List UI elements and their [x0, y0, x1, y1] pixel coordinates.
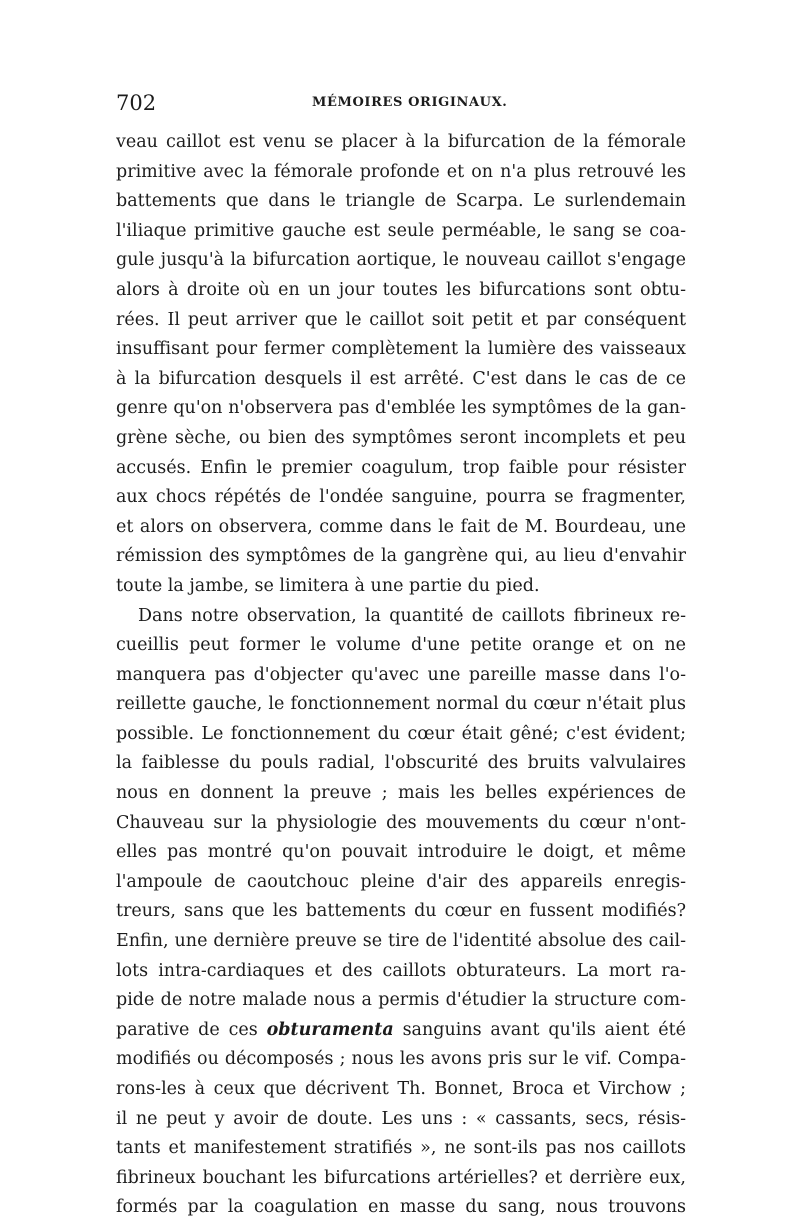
text-line: cueillis peut former le volume d'une petite orange et on ne — [116, 635, 686, 656]
text-line: rémission des symptômes de la gangrène qui, au lieu d'envahir — [116, 546, 686, 567]
text-line: insuffisant pour fermer complètement la lumière des vaisseaux — [116, 339, 686, 360]
page-header — [116, 90, 686, 116]
text-line: à la bifurcation desquels il est arrêté. C'est dans le cas de ce — [116, 368, 686, 389]
text-line-with-italic — [116, 1016, 686, 1046]
paragraph-start-line: Dans notre observation, la quantité de caillots fibrineux re- — [138, 605, 686, 626]
text-line: et alors on observera, comme dans le fait de M. Bourdeau, une — [116, 516, 686, 537]
text-line: il ne peut y avoir de doute. Les uns : « cassants, secs, résis- — [116, 1108, 686, 1129]
text-line: Chauveau sur la physiologie des mouvements du cœur n'ont- — [116, 812, 686, 833]
text-line: pide de notre malade nous a permis d'étudier la structure com- — [116, 990, 686, 1011]
line-segment: parative de ces — [116, 1019, 258, 1040]
text-line: alors à droite où en un jour toutes les bifurcations sont obtu- — [116, 279, 686, 300]
text-line: lots intra-cardiaques et des caillots obturateurs. La mort ra- — [116, 960, 686, 981]
text-line: rées. Il peut arriver que le caillot soit petit et par conséquent — [116, 309, 686, 330]
text-line: genre qu'on n'observera pas d'emblée les symptômes de la gan- — [116, 398, 686, 419]
text-line: manquera pas d'objecter qu'avec une pareille masse dans l'o- — [116, 664, 686, 685]
text-line: modifiés ou décomposés ; nous les avons pris sur le vif. Compa- — [116, 1049, 686, 1070]
line-segment: sanguins avant qu'ils aient été — [402, 1019, 686, 1040]
text-line: rons-les à ceux que décrivent Th. Bonnet, Broca et Virchow ; — [116, 1079, 686, 1099]
italic-term: obturamenta — [266, 1019, 394, 1040]
text-line: elles pas montré qu'on pouvait introduire le doigt, et même — [116, 842, 686, 863]
text-line: formés par la coagulation en masse du sang, nous trouvons — [116, 1197, 686, 1218]
text-line: Enfin, une dernière preuve se tire de l'identité absolue des cail- — [116, 931, 686, 952]
paragraph-end-line: toute la jambe, se limitera à une partie du pied. — [116, 575, 540, 596]
running-title: MÉMOIRES ORIGINAUX. — [312, 95, 508, 110]
text-line: fibrineux bouchant les bifurcations artérielles? et derrière eux, — [116, 1167, 686, 1188]
body-text — [116, 128, 686, 1223]
text-line: gule jusqu'à la bifurcation aortique, le nouveau caillot s'engage — [116, 250, 686, 271]
page-number: 702 — [116, 91, 157, 115]
text-line: l'iliaque primitive gauche est seule perméable, le sang se coa- — [116, 220, 686, 241]
text-line: veau caillot est venu se placer à la bifurcation de la fémorale — [116, 132, 686, 152]
text-line: aux chocs répétés de l'ondée sanguine, pourra se fragmenter, — [116, 487, 686, 508]
text-line: nous en donnent la preuve ; mais les belles expériences de — [116, 783, 686, 804]
text-line: accusés. Enfin le premier coagulum, trop faible pour résister — [116, 457, 686, 478]
text-line: tants et manifestement stratifiés », ne sont-ils pas nos caillots — [116, 1138, 686, 1159]
text-line: grène sèche, ou bien des symptômes seront incomplets et peu — [116, 427, 686, 448]
text-line: reillette gauche, le fonctionnement normal du cœur n'était plus — [116, 694, 686, 715]
text-line: la faiblesse du pouls radial, l'obscurité des bruits valvulaires — [116, 753, 686, 774]
text-line: treurs, sans que les battements du cœur en fussent modifiés? — [116, 901, 686, 922]
text-line: primitive avec la fémorale profonde et on n'a plus retrouvé les — [116, 161, 686, 182]
text-line: l'ampoule de caoutchouc pleine d'air des appareils enregis- — [116, 871, 686, 892]
text-line: battements que dans le triangle de Scarpa. Le surlendemain — [116, 191, 686, 212]
text-line: possible. Le fonctionnement du cœur était gêné; c'est évident; — [116, 723, 686, 744]
